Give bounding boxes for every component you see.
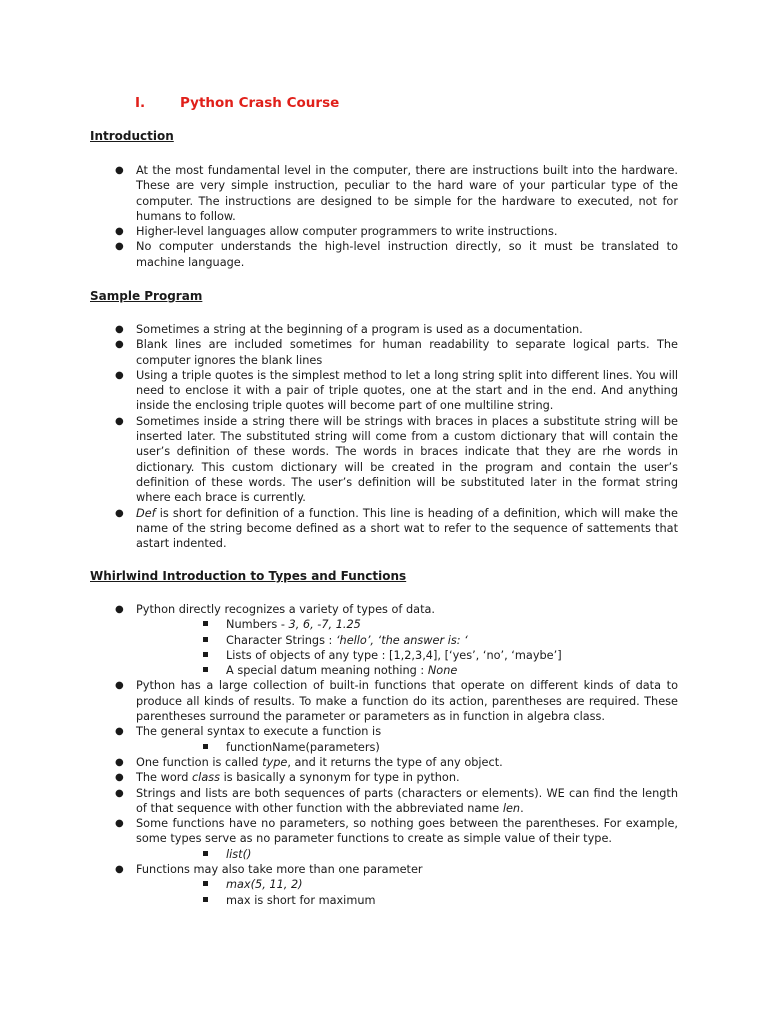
section-number: I. [135, 95, 146, 111]
bullet-icon: ● [115, 507, 124, 519]
bullet-icon: ● [115, 787, 124, 799]
sub-list [136, 877, 678, 908]
list-item: ● Sometimes a string at the beginning of a program is used as a documentation. [115, 323, 583, 336]
sub-list-item: A special datum meaning nothing : None [136, 663, 678, 678]
sub-list [136, 847, 678, 862]
bullet-icon: ● [115, 818, 124, 830]
bullet-icon: ● [115, 415, 124, 427]
sub-list-item: max(5, 11, 2) [136, 877, 678, 892]
square-bullet-icon [203, 851, 208, 856]
bullet-icon: ● [115, 604, 124, 615]
sub-list-item: Numbers - 3, 6, -7, 1.25 [136, 617, 678, 632]
list-item: ● One function is called type, and it returns the type of any object. [115, 755, 503, 769]
list-item: ● Strings and lists are both sequences of parts (characters or elements). WE can find the length of that sequence with other function with the abbreviated name len. [115, 786, 678, 815]
bullet-icon: ● [115, 369, 124, 381]
square-bullet-icon [203, 621, 208, 626]
sample-list [90, 322, 678, 551]
list-item: ● The general syntax to execute a function is functionName(parameters) [90, 724, 678, 755]
list-item: ● Some functions have no parameters, so nothing goes between the parentheses. For example, some types serve as no parameter functions to create as simple value of their type. list() [115, 817, 678, 861]
list-item: ● Higher-level languages allow computer programmers to write instructions. [115, 225, 558, 239]
bullet-icon: ● [115, 726, 124, 738]
bullet-icon: ● [115, 324, 124, 335]
whirlwind-list [90, 602, 678, 908]
bullet-icon: ● [115, 339, 124, 351]
square-bullet-icon [203, 637, 208, 642]
bullet-icon: ● [115, 772, 124, 784]
heading-sample-program: Sample Program [90, 289, 203, 303]
sub-list-item: max is short for maximum [136, 893, 678, 908]
heading-whirlwind: Whirlwind Introduction to Types and Functions [90, 569, 407, 583]
sub-list-item: Character Strings : ‘hello’, ‘the answer is: ‘ [136, 633, 678, 648]
list-item: ● The word class is basically a synonym for type in python. [115, 771, 460, 785]
list-item: ● At the most fundamental level in the computer, there are instructions built into the hardware. These are very simple instruction, peculiar to the hard ware of your particular type of the computer. The instructions are designed to be simple for the hardware to executed, not for humans to follow. [115, 164, 678, 223]
bullet-icon: ● [115, 680, 124, 692]
list-item: ● Functions may also take more than one parameter max(5, 11, 2) max is short for maximum [90, 862, 678, 908]
square-bullet-icon [203, 897, 208, 902]
list-item: ● Sometimes inside a string there will be strings with braces in places a substitute string will be inserted later. The substituted string will come from a custom dictionary that will contain the user’s definition of these words. The words in braces indicate that they are rhe words in dictionary. This custom dictionary will be created in the program and contain the user’s definition of these words. The user’s definition will be substituted later in the format string where each brace is currently. [115, 414, 678, 505]
bullet-icon: ● [115, 756, 124, 768]
document-title [135, 95, 339, 111]
square-bullet-icon [203, 744, 208, 749]
intro-list [90, 163, 678, 270]
square-bullet-icon [203, 652, 208, 657]
bullet-icon: ● [115, 226, 124, 238]
list-item: ● Python has a large collection of built-in functions that operate on different kinds of data to produce all kinds of results. To make a function do its action, parentheses are required. These parentheses surround the parameter or parameters as in function in algebra class. [115, 679, 678, 724]
title-text: Python Crash Course [180, 95, 340, 111]
list-item: ● Blank lines are included sometimes for human readability to separate logical parts. The computer ignores the blank lines [115, 338, 678, 367]
square-bullet-icon [203, 667, 208, 672]
sub-list [136, 740, 678, 755]
list-item: ● No computer understands the high-level instruction directly, so it must be translated to machine language. [115, 240, 678, 269]
bullet-icon: ● [115, 864, 124, 876]
list-item: ● Using a triple quotes is the simplest method to let a long string split into different lines. You will need to enclose it with a pair of triple quotes, one at the start and in the end. And anything inside the enclosing triple quotes will become part of one multiline string. [115, 368, 678, 413]
bullet-icon: ● [115, 165, 124, 176]
sub-list-item: Lists of objects of any type : [1,2,3,4], [‘yes’, ‘no’, ‘maybe’] [136, 648, 678, 663]
bullet-icon: ● [115, 241, 124, 253]
list-item: ● Python directly recognizes a variety of types of data. Numbers - 3, 6, -7, 1.25 Character Strings : ‘hello’, ‘the answer is: ‘ Lists of objects of any type : [1,2,3,4], [‘yes’, ‘no’, ‘maybe’] A special datum meaning nothing : None [90, 602, 678, 678]
sub-list [136, 617, 678, 678]
sub-list-item: functionName(parameters) [136, 740, 678, 755]
square-bullet-icon [203, 881, 208, 886]
list-item: ● Def is short for definition of a function. This line is heading of a definition, which will make the name of the string become defined as a short wat to refer to the sequence of sattements that astart indented. [115, 506, 678, 551]
sub-list-item: list() [136, 847, 678, 862]
heading-introduction: Introduction [90, 129, 174, 143]
